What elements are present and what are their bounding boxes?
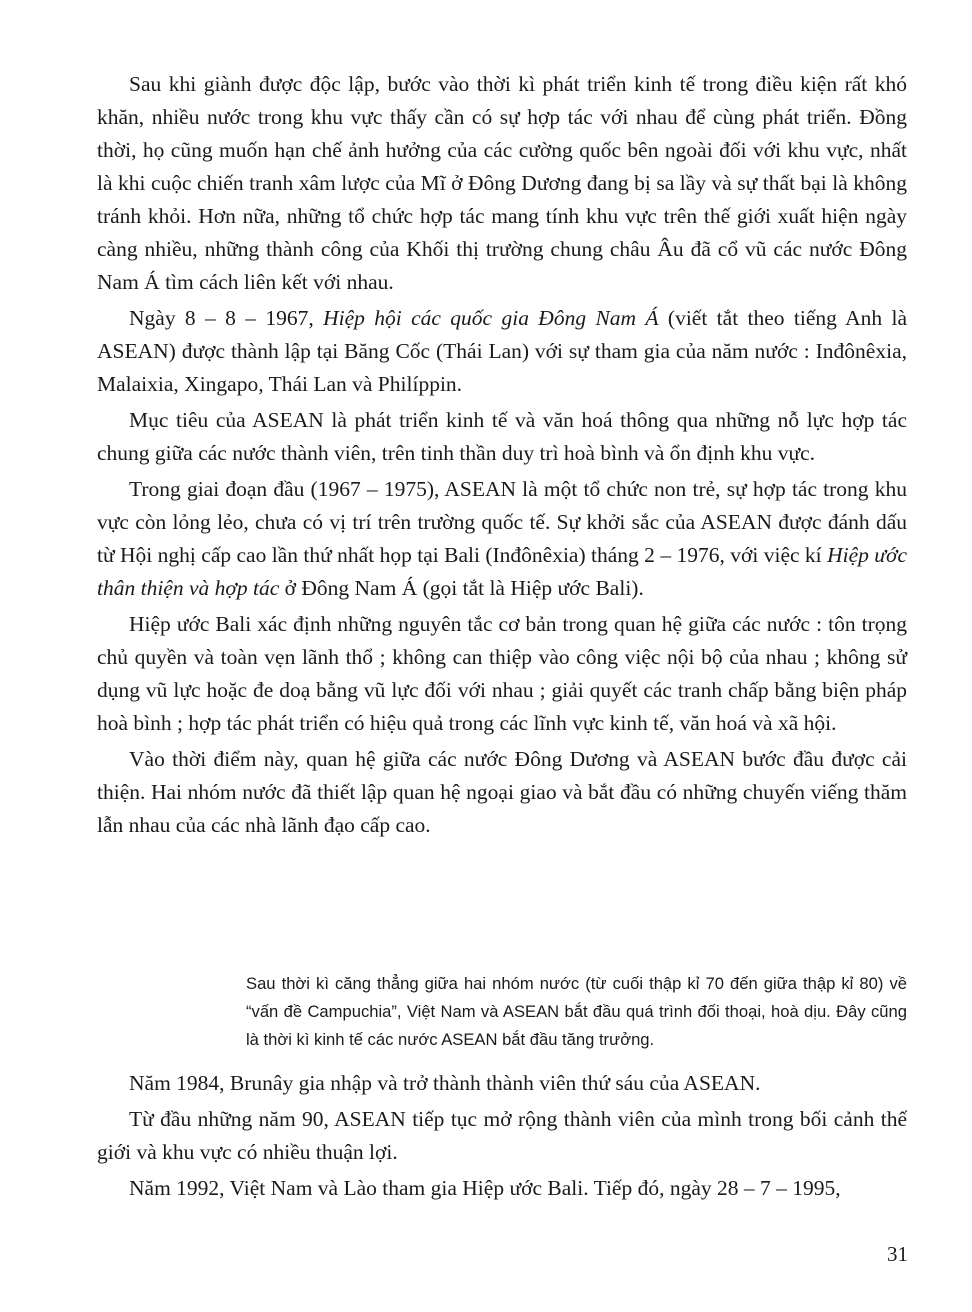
paragraph: Hiệp ước Bali xác định những nguyên tắc cơ bản trong quan hệ giữa các nước : tôn trọng chủ quyền và toàn vẹn lãnh thổ ; không can thiệp vào công việc nội bộ của nhau ; không sử dụng vũ lực hoặc đe doạ bằng vũ lực đối với nhau ; giải quyết các tranh chấp bằng biện pháp hoà bình ; hợp tác phát triển có hiệu quả trong các lĩnh vực kinh tế, văn hoá và xã hội. (97, 612, 907, 735)
main-text-top (97, 68, 907, 845)
emphasis: Hiệp hội các quốc gia Đông Nam Á (323, 306, 659, 330)
paragraph: Từ đầu những năm 90, ASEAN tiếp tục mở rộng thành viên của mình trong bối cảnh thế giới và khu vực có nhiều thuận lợi. (97, 1107, 907, 1164)
paragraph: Vào thời điểm này, quan hệ giữa các nước Đông Dương và ASEAN bước đầu được cải thiện. Hai nhóm nước đã thiết lập quan hệ ngoại giao và bắt đầu có những chuyến viếng thăm lẫn nhau của các nhà lãnh đạo cấp cao. (97, 747, 907, 837)
paragraph: Năm 1984, Brunây gia nhập và trở thành thành viên thứ sáu của ASEAN. (129, 1071, 761, 1095)
paragraph: Ngày 8 – 8 – 1967, Hiệp hội các quốc gia Đông Nam Á (viết tắt theo tiếng Anh là ASEAN) được thành lập tại Băng Cốc (Thái Lan) với sự tham gia của năm nước : Inđônêxia, Malaixia, Xingapo, Thái Lan và Philíppin. (97, 306, 907, 396)
paragraph: Trong giai đoạn đầu (1967 – 1975), ASEAN là một tổ chức non trẻ, sự hợp tác trong khu vực còn lỏng lẻo, chưa có vị trí trên trường quốc tế. Sự khởi sắc của ASEAN được đánh dấu từ Hội nghị cấp cao lần thứ nhất họp tại Bali (Inđônêxia) tháng 2 – 1976, với việc kí Hiệp ước thân thiện và hợp tác ở Đông Nam Á (gọi tắt là Hiệp ước Bali). (97, 477, 907, 600)
page-number: 31 (887, 1242, 908, 1266)
paragraph: Năm 1992, Việt Nam và Lào tham gia Hiệp ước Bali. Tiếp đó, ngày 28 – 7 – 1995, (129, 1176, 841, 1200)
paragraph: Mục tiêu của ASEAN là phát triển kinh tế và văn hoá thông qua những nỗ lực hợp tác chung giữa các nước thành viên, trên tinh thần duy trì hoà bình và ổn định khu vực. (97, 408, 907, 465)
main-text-bottom (97, 1067, 907, 1208)
side-note: Sau thời kì căng thẳng giữa hai nhóm nước (từ cuối thập kỉ 70 đến giữa thập kỉ 80) về “vấn đề Campuchia”, Việt Nam và ASEAN bắt đầu quá trình đối thoại, hoà dịu. Đây cũng là thời kì kinh tế các nước ASEAN bắt đầu tăng trưởng. (246, 974, 907, 1049)
paragraph: Sau khi giành được độc lập, bước vào thời kì phát triển kinh tế trong điều kiện rất khó khăn, nhiều nước trong khu vực thấy cần có sự hợp tác với nhau để cùng phát triển. Đồng thời, họ cũng muốn hạn chế ảnh hưởng của các cường quốc bên ngoài đối với khu vực, nhất là khi cuộc chiến tranh xâm lược của Mĩ ở Đông Dương đang bị sa lầy và sự thất bại là không tránh khỏi. Hơn nữa, những tổ chức hợp tác mang tính khu vực trên thế giới xuất hiện ngày càng nhiều, những thành công của Khối thị trường chung châu Âu đã cổ vũ các nước Đông Nam Á tìm cách liên kết với nhau. (97, 72, 907, 294)
emphasis: Hiệp ước thân thiện và hợp tác (97, 543, 907, 600)
